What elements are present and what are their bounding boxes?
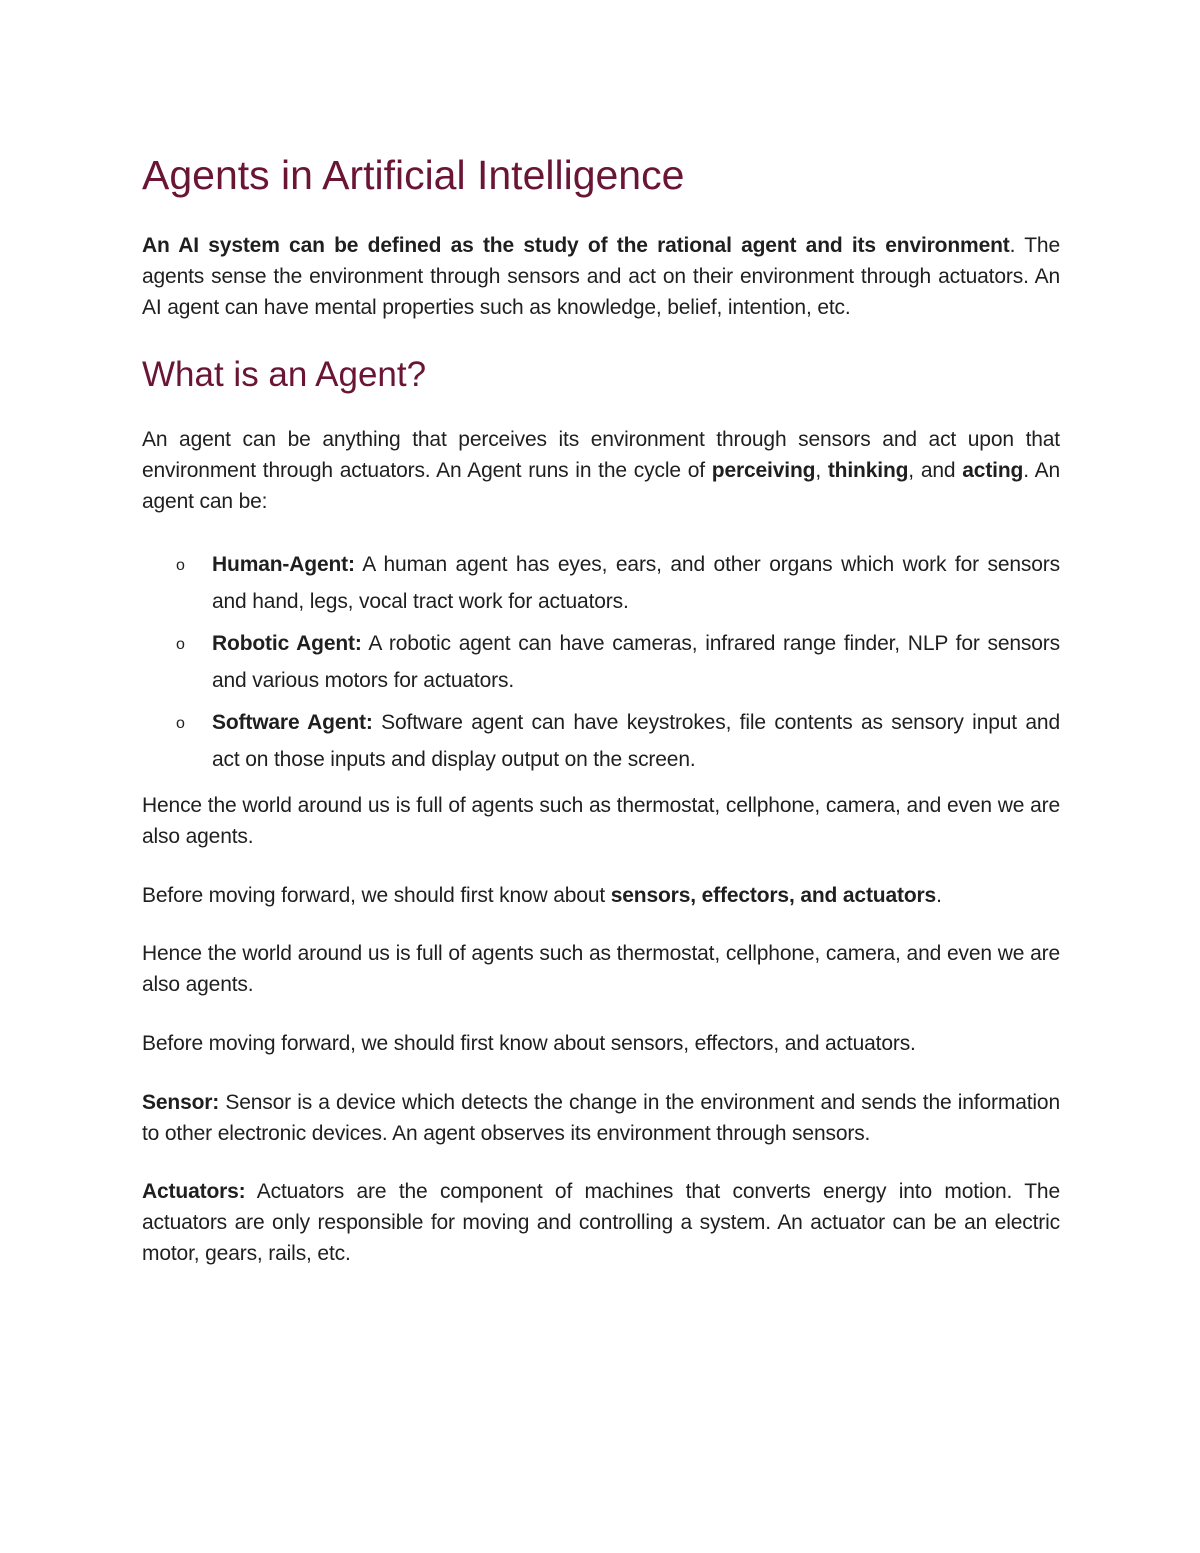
before-text-2: . [936, 884, 942, 907]
agent-bold-thinking: thinking [827, 459, 909, 482]
intro-text: . The agents sense the environment through sensors and act on their environment through actuators. An AI agent can have mental properties such as knowledge, belief, intention, etc. [142, 234, 1060, 319]
agent-types-list [142, 546, 1060, 778]
section-title: What is an Agent? [142, 355, 427, 394]
hence-paragraph-2: Hence the world around us is full of agents such as thermostat, cellphone, camera, and even we are also agents. [142, 942, 1060, 996]
before-text-1: Before moving forward, we should first know about [142, 884, 611, 907]
sensor-text: Sensor is a device which detects the change in the environment and sends the information to other electronic devices. An agent observes its environment through sensors. [142, 1091, 1060, 1145]
list-item-text: Software agent can have keystrokes, file contents as sensory input and act on those inputs and display output on the screen. [212, 711, 1060, 771]
agent-text-4: . An agent can be: [142, 459, 1060, 513]
agent-bold-perceiving: perceiving [711, 459, 816, 482]
list-item-human-agent [142, 546, 1060, 620]
agent-text-1: An agent can be anything that perceives its environment through sensors and act upon that environment through actuators. An Agent runs in the cycle of [142, 428, 1060, 482]
list-item-label: Robotic Agent: [212, 632, 362, 655]
agent-paragraph [142, 424, 1060, 517]
agent-text-2: , [815, 459, 828, 482]
bullet-icon: o [176, 557, 185, 574]
list-item-text: A human agent has eyes, ears, and other organs which work for sensors and hand, legs, vocal tract work for actuators. [212, 553, 1060, 613]
before-paragraph-1 [142, 880, 1060, 911]
before-bold: sensors, effectors, and actuators [610, 884, 937, 907]
sensor-label: Sensor: [142, 1091, 220, 1114]
agent-bold-acting: acting [962, 459, 1024, 482]
page-title: Agents in Artificial Intelligence [142, 152, 685, 198]
list-item-label: Human-Agent: [212, 553, 355, 576]
agent-text-3: , and [908, 459, 963, 482]
list-item-robotic-agent [142, 625, 1060, 699]
hence-paragraph-1: Hence the world around us is full of agents such as thermostat, cellphone, camera, and even we are also agents. [142, 794, 1060, 848]
before-paragraph-2: Before moving forward, we should first know about sensors, effectors, and actuators. [142, 1032, 916, 1055]
sensor-paragraph [142, 1087, 1060, 1149]
actuators-label: Actuators: [142, 1180, 246, 1203]
document-page [142, 150, 1060, 1269]
bullet-icon: o [176, 636, 185, 653]
intro-paragraph [142, 230, 1060, 323]
bullet-icon: o [176, 715, 185, 732]
list-item-software-agent [142, 704, 1060, 778]
actuators-paragraph [142, 1176, 1060, 1269]
actuators-text: Actuators are the component of machines that converts energy into motion. The actuators are only responsible for moving and controlling a system. An actuator can be an electric motor, gears, rails, etc. [142, 1180, 1060, 1265]
list-item-text: A robotic agent can have cameras, infrared range finder, NLP for sensors and various motors for actuators. [212, 632, 1060, 692]
list-item-label: Software Agent: [212, 711, 373, 734]
intro-bold: An AI system can be defined as the study of the rational agent and its environment [142, 234, 1010, 257]
